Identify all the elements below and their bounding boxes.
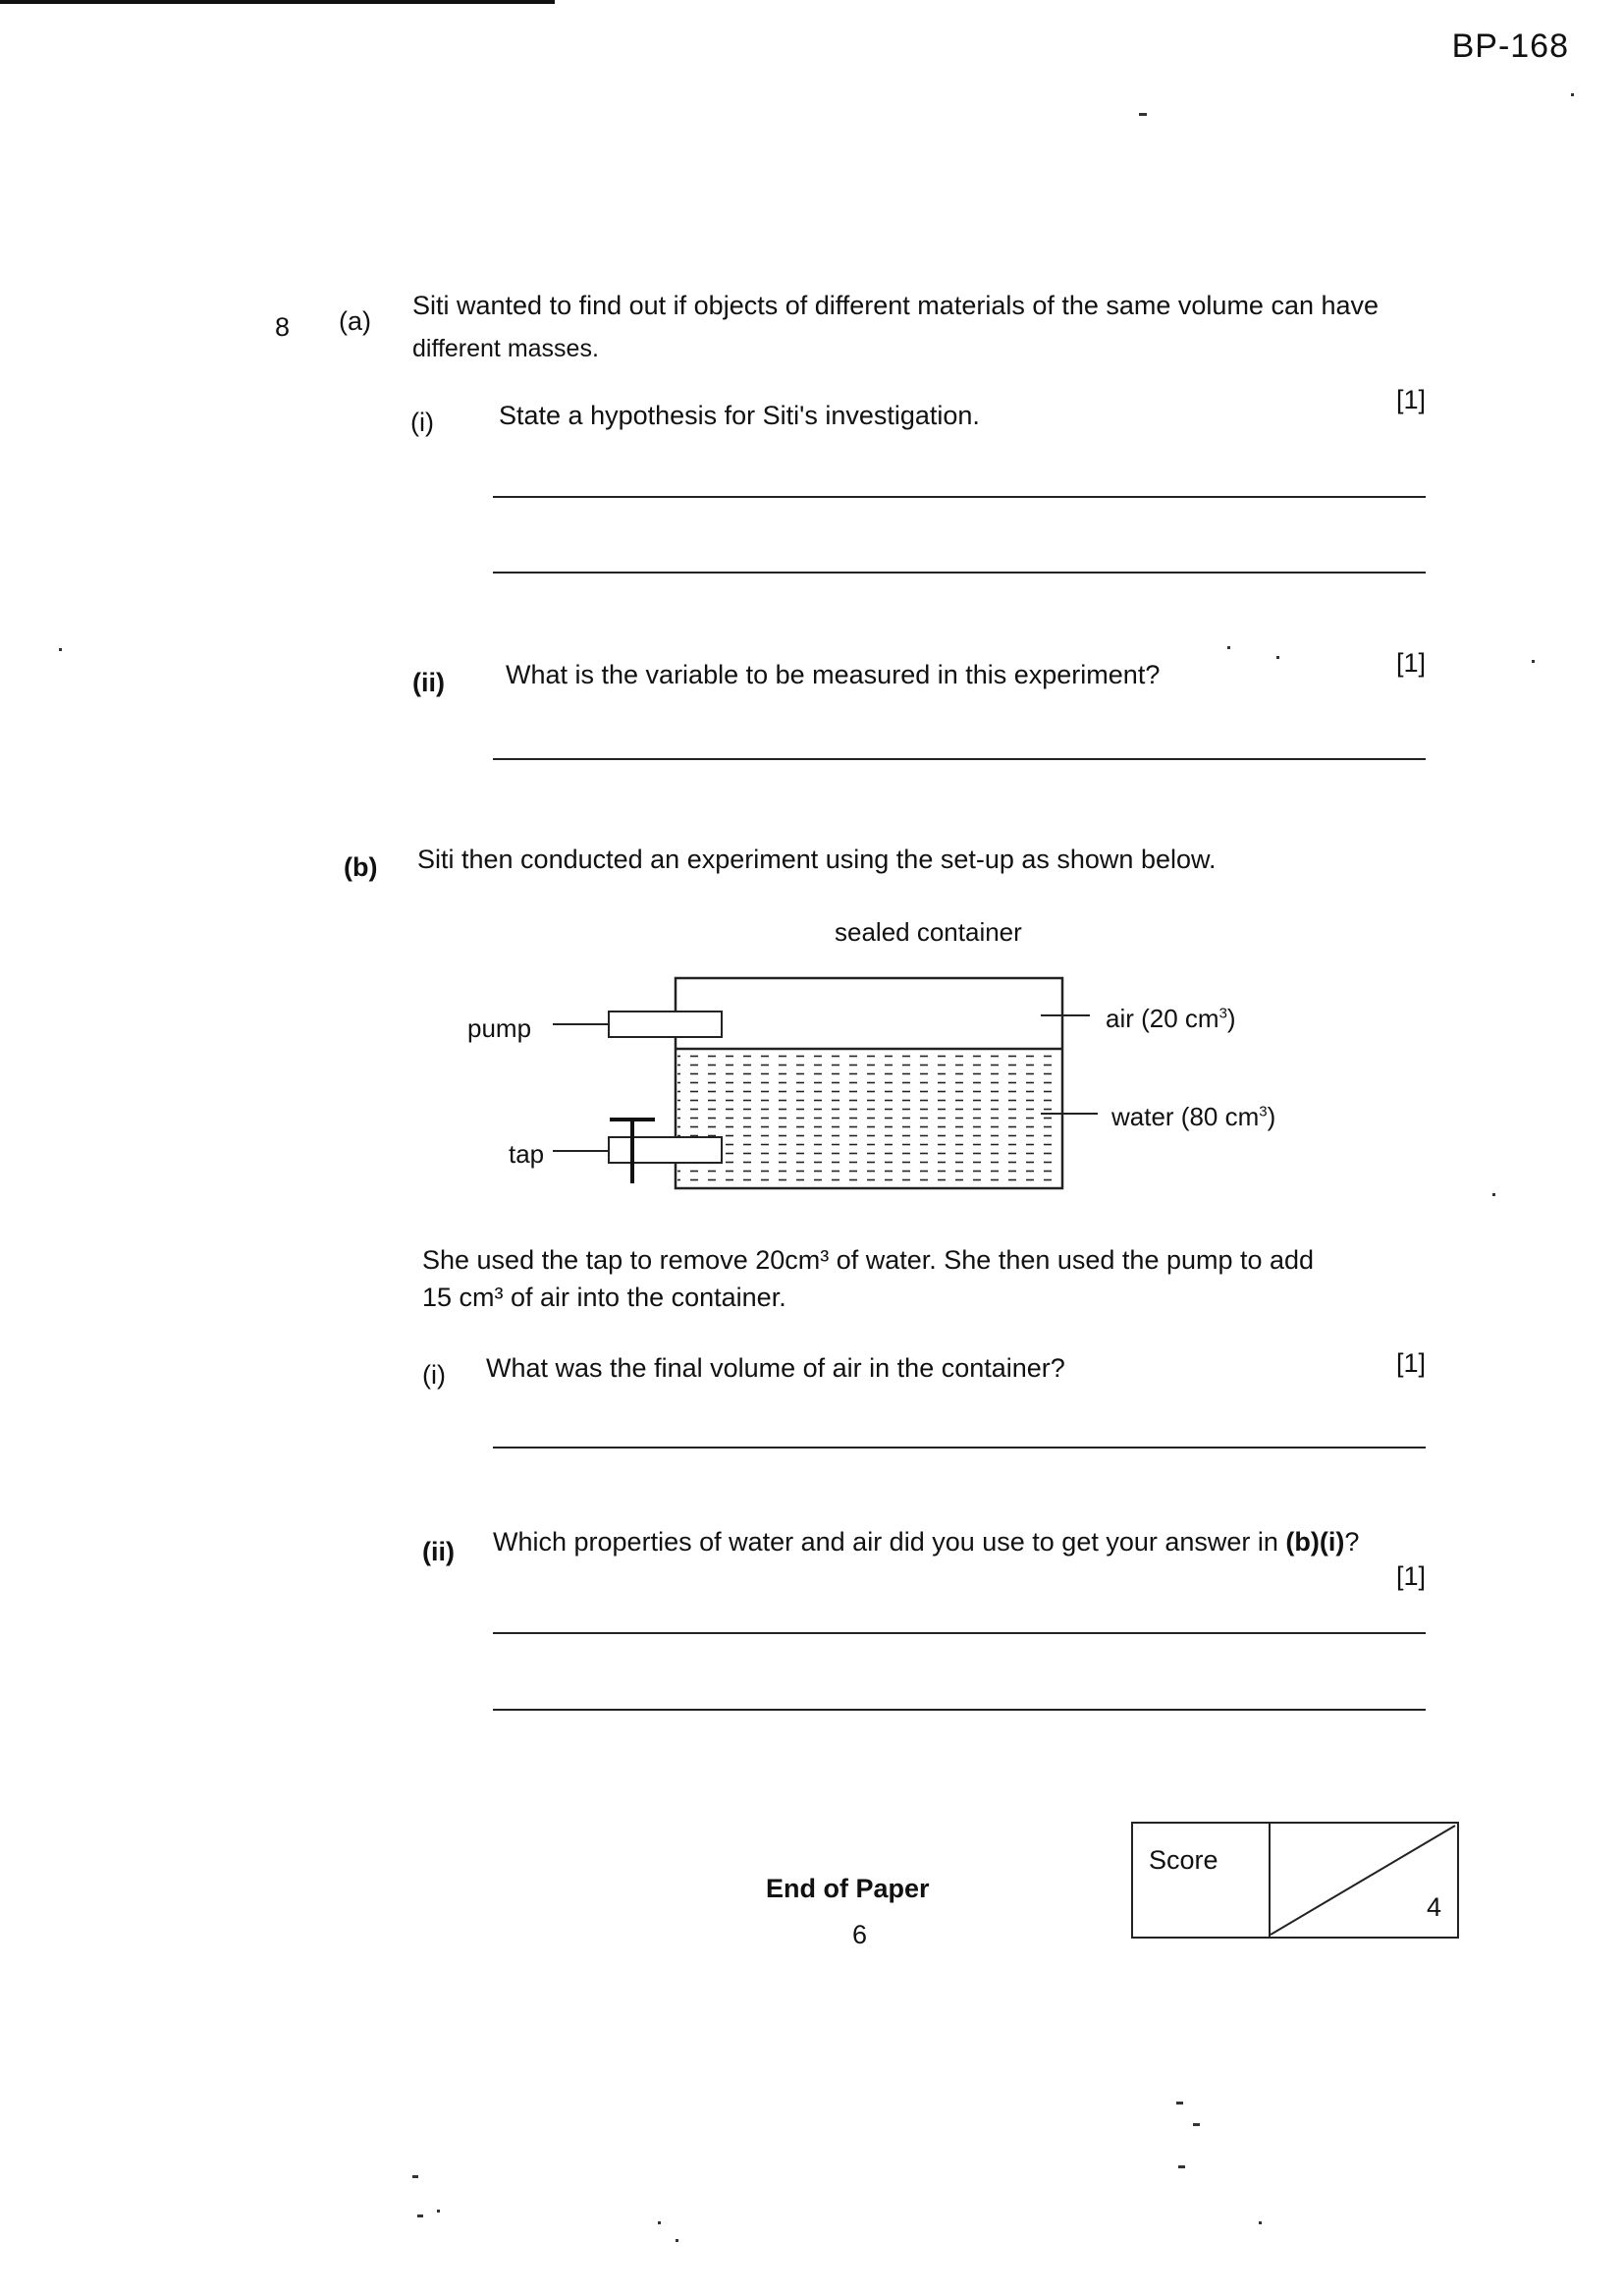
end-of-paper: End of Paper [766,1874,930,1903]
answer-line-b-ii-2[interactable] [493,1709,1426,1711]
scan-speck [1178,2165,1185,2168]
part-a-i-question: State a hypothesis for Siti's investigation. [499,401,980,430]
diagram-title: sealed container [835,917,1022,947]
water-label: water (80 $cm^3$) [1111,1102,1276,1131]
pump-label: pump [467,1013,532,1043]
page-code: BP-168 [1451,27,1569,65]
scan-speck [658,2221,661,2224]
answer-line-b-ii-1[interactable] [493,1632,1426,1634]
answer-line-b-i[interactable] [493,1447,1426,1449]
part-a-ii-question: What is the variable to be measured in this experiment? [506,660,1161,689]
scan-speck [1492,1193,1495,1196]
container [676,978,1062,1188]
scan-speck [1259,2221,1262,2224]
part-b-desc-line1: She used the tap to remove 20cm³ of water. She then used the pump to add [422,1245,1315,1275]
part-b-ii-marks: [1] [1396,1561,1427,1591]
scan-speck [1227,646,1230,649]
scan-speck [437,2210,440,2213]
score-label: Score [1149,1845,1218,1875]
scan-speck [1139,113,1147,116]
part-b-i-question: What was the final volume of air in the container? [486,1353,1065,1383]
score-box [1131,1822,1459,1939]
pump-tube [553,1011,722,1037]
part-a-label: (a) [339,306,371,336]
part-b-ii-label: (ii) [422,1537,455,1566]
scan-speck [1176,2102,1183,2105]
part-a-i-marks: [1] [1396,385,1427,414]
part-a-ii-label: (ii) [412,668,445,697]
scan-speck [1276,656,1279,659]
part-a-i-label: (i) [410,408,434,437]
scan-speck [417,2214,423,2217]
scan-speck [1193,2123,1200,2126]
part-b-label: (b) [344,852,378,882]
scan-speck [676,2239,678,2242]
part-a-intro-line1: Siti wanted to find out if objects of different materials of the same volume can have [412,291,1380,320]
page-number: 6 [852,1920,868,1949]
water-body [677,1049,1060,1186]
part-b-intro: Siti then conducted an experiment using the set-up as shown below. [417,845,1217,874]
scan-speck [1571,93,1574,96]
question-number: 8 [275,312,291,342]
scan-speck [59,648,62,651]
part-b-ii-question: Which properties of water and air did you use to get your answer in (b)(i)? [493,1527,1360,1557]
part-b-desc-line2: 15 cm³ of air into the container. [422,1283,786,1312]
tap-label: tap [509,1139,545,1169]
part-a-intro-line2: different masses. [412,335,599,362]
air-label: air (20 $cm^3$) [1106,1004,1236,1033]
part-b-i-marks: [1] [1396,1348,1427,1378]
scan-speck [412,2175,418,2178]
score-total: 4 [1426,1892,1441,1922]
part-b-i-label: (i) [422,1360,446,1390]
scan-speck [1532,660,1535,663]
part-a-ii-marks: [1] [1396,648,1427,678]
